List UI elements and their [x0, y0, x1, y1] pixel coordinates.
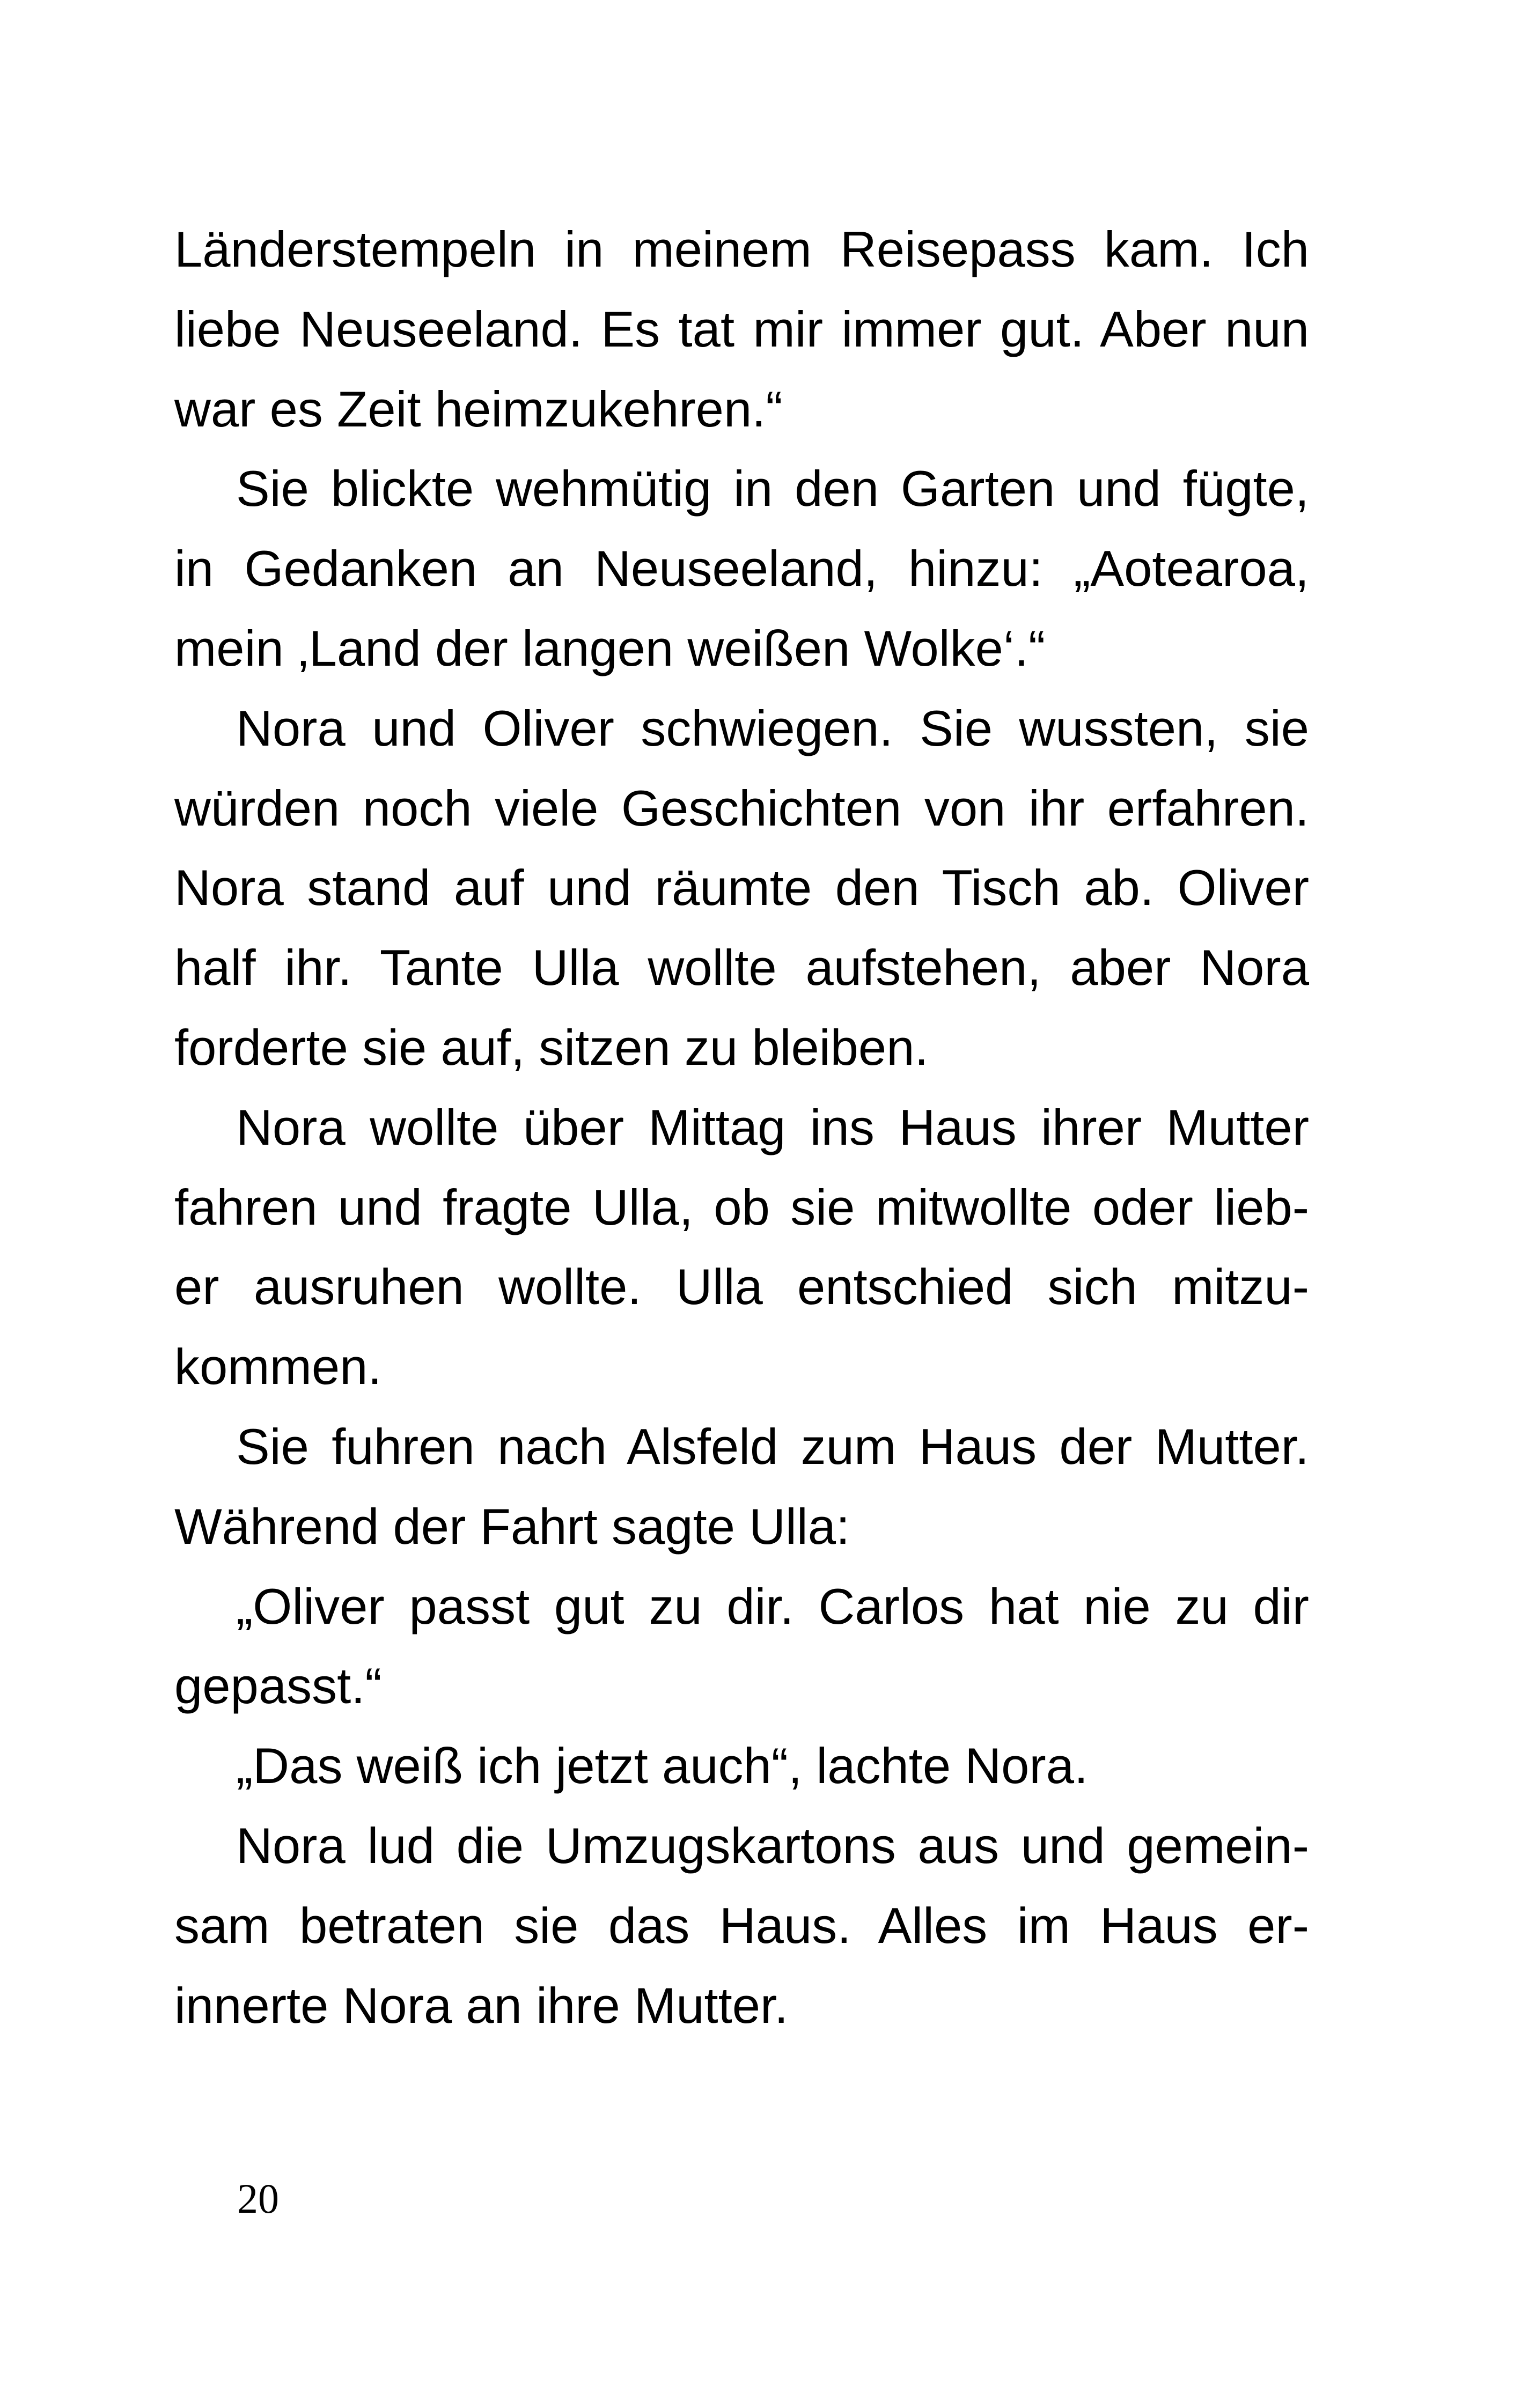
text-line: sam betraten sie das Haus. Alles im Haus er- [174, 1897, 1309, 1954]
text-line: er ausruhen wollte. Ulla entschied sich mitzu- [174, 1258, 1309, 1315]
text-line: fahren und fragte Ulla, ob sie mitwollte oder lieb- [174, 1179, 1309, 1235]
text-line: „Oliver passt gut zu dir. Carlos hat nie zu dir [236, 1578, 1309, 1634]
text-line: liebe Neuseeland. Es tat mir immer gut. Aber nun [174, 300, 1309, 357]
text-line: war es Zeit heimzukehren.“ [174, 380, 783, 437]
text-line: Nora und Oliver schwiegen. Sie wussten, sie [236, 699, 1309, 756]
text-line: würden noch viele Geschichten von ihr erfahren. [174, 779, 1309, 836]
body-text [174, 210, 1309, 2045]
text-line: Länderstempeln in meinem Reisepass kam. Ich [174, 221, 1309, 277]
text-line: kommen. [174, 1338, 382, 1395]
text-line: Nora wollte über Mittag ins Haus ihrer Mutter [236, 1099, 1309, 1155]
text-line: mein ‚Land der langen weißen Wolke‘.“ [174, 620, 1046, 676]
text-line: Sie fuhren nach Alsfeld zum Haus der Mutter. [236, 1418, 1309, 1475]
text-line: in Gedanken an Neuseeland, hinzu: „Aotearoa, [174, 540, 1309, 597]
text-line: Während der Fahrt sagte Ulla: [174, 1498, 850, 1555]
text-line: Nora lud die Umzugskartons aus und gemein- [236, 1817, 1309, 1874]
text-line: forderte sie auf, sitzen zu bleiben. [174, 1019, 929, 1076]
text-line: „Das weiß ich jetzt auch“, lachte Nora. [236, 1737, 1089, 1794]
text-line: innerte Nora an ihre Mutter. [174, 1977, 789, 2034]
text-line: half ihr. Tante Ulla wollte aufstehen, aber Nora [174, 939, 1309, 996]
text-line: Sie blickte wehmütig in den Garten und fügte, [236, 460, 1309, 517]
text-line: gepasst.“ [174, 1658, 382, 1714]
page-number: 20 [237, 2175, 279, 2222]
text-line: Nora stand auf und räumte den Tisch ab. Oliver [174, 859, 1309, 916]
